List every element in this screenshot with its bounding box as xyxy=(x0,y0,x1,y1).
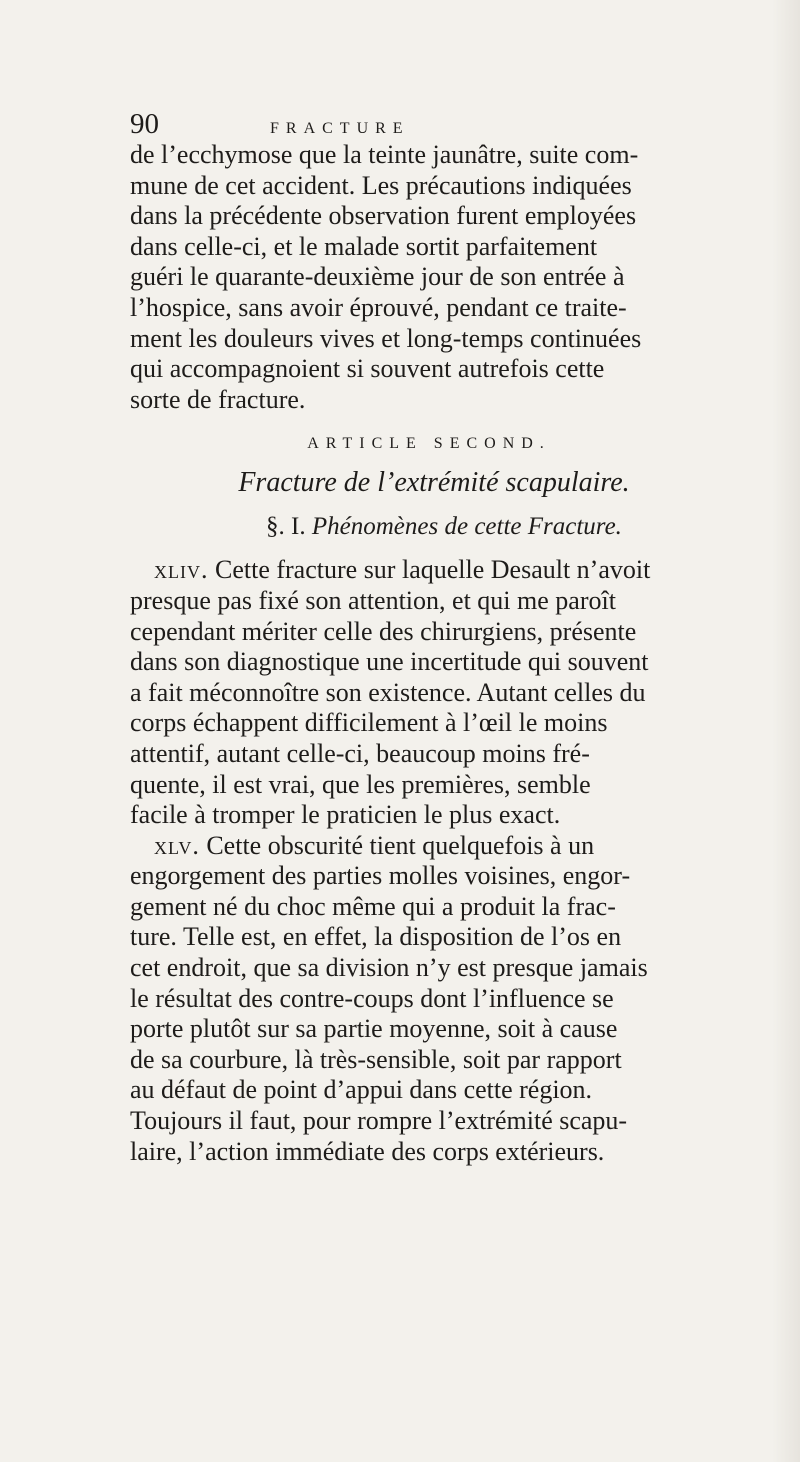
text-line: ture. Telle est, en effet, la disposition de l’os en xyxy=(130,922,622,952)
subsection-heading: Phénomènes de cette Fracture. xyxy=(311,513,622,541)
text-line: cet endroit, que sa division n’y est presque jamais xyxy=(130,953,648,983)
paragraph-first-line: Cette obscurité tient quelquefois à un xyxy=(206,830,595,860)
text-line: au défaut de point d’appui dans cette région. xyxy=(130,1075,593,1105)
text-line: engorgement des parties molles voisines, engor- xyxy=(130,861,631,891)
running-head xyxy=(130,108,798,140)
text-line: facile à tromper le praticien le plus exact. xyxy=(130,800,561,830)
text-line: de sa courbure, là très-sensible, soit par rapport xyxy=(130,1044,622,1074)
text-line: ment les douleurs vives et long-temps continuées xyxy=(130,323,642,353)
running-title: FRACTURE xyxy=(270,120,410,137)
text-line: guéri le quarante-deuxième jour de son entrée à xyxy=(130,262,625,292)
text-line xyxy=(130,831,798,862)
text-line: sorte de fracture. xyxy=(130,384,306,414)
book-page xyxy=(130,108,798,1167)
paragraph-number: xlv. xyxy=(154,830,200,860)
section-title: Fracture de l’extrémité scapulaire. xyxy=(238,467,630,499)
paragraph-continuation xyxy=(130,140,798,415)
text-line: le résultat des contre-coups dont l’influence se xyxy=(130,983,614,1013)
text-line: dans la précédente observation furent employées xyxy=(130,201,637,231)
paragraph-first-line: Cette fracture sur laquelle Desault n’avoit xyxy=(215,555,651,585)
text-line: dans son diagnostique une incertitude qui souvent xyxy=(130,647,649,677)
page-number: 90 xyxy=(130,108,159,140)
text-line: de l’ecchymose que la teinte jaunâtre, suite com- xyxy=(130,140,639,169)
subsection-number: §. I. xyxy=(266,513,306,541)
text-line: attentif, autant celle-ci, beaucoup moins fré- xyxy=(130,738,590,768)
article-heading: ARTICLE SECOND. xyxy=(307,435,551,453)
text-line: gement né du choc même qui a produit la frac- xyxy=(130,891,616,921)
text-line: Toujours il faut, pour rompre l’extrémité scapu- xyxy=(130,1106,628,1136)
paragraph-number: xliv. xyxy=(154,555,209,585)
text-line: presque pas fixé son attention, et qui me paroît xyxy=(130,585,616,615)
text-line: dans celle-ci, et le malade sortit parfaitement xyxy=(130,231,598,261)
text-line: mune de cet accident. Les précautions indiquées xyxy=(130,170,632,200)
text-line: qui accompagnoient si souvent autrefois cette xyxy=(130,354,605,384)
text-line: cependant mériter celle des chirurgiens, présente xyxy=(130,616,637,646)
paragraph-xlv xyxy=(130,831,798,1168)
paragraph-xliv xyxy=(130,555,798,830)
subsection-title xyxy=(130,513,798,541)
text-line: a fait méconnoître son existence. Autant celles du xyxy=(130,677,646,707)
text-line xyxy=(130,555,798,586)
text-line: quente, il est vrai, que les premières, semble xyxy=(130,769,591,799)
text-line: l’hospice, sans avoir éprouvé, pendant ce traite- xyxy=(130,292,627,322)
text-line: corps échappent difficilement à l’œil le moins xyxy=(130,708,608,738)
text-line: laire, l’action immédiate des corps extérieurs. xyxy=(130,1136,605,1166)
text-line: porte plutôt sur sa partie moyenne, soit à cause xyxy=(130,1014,618,1044)
